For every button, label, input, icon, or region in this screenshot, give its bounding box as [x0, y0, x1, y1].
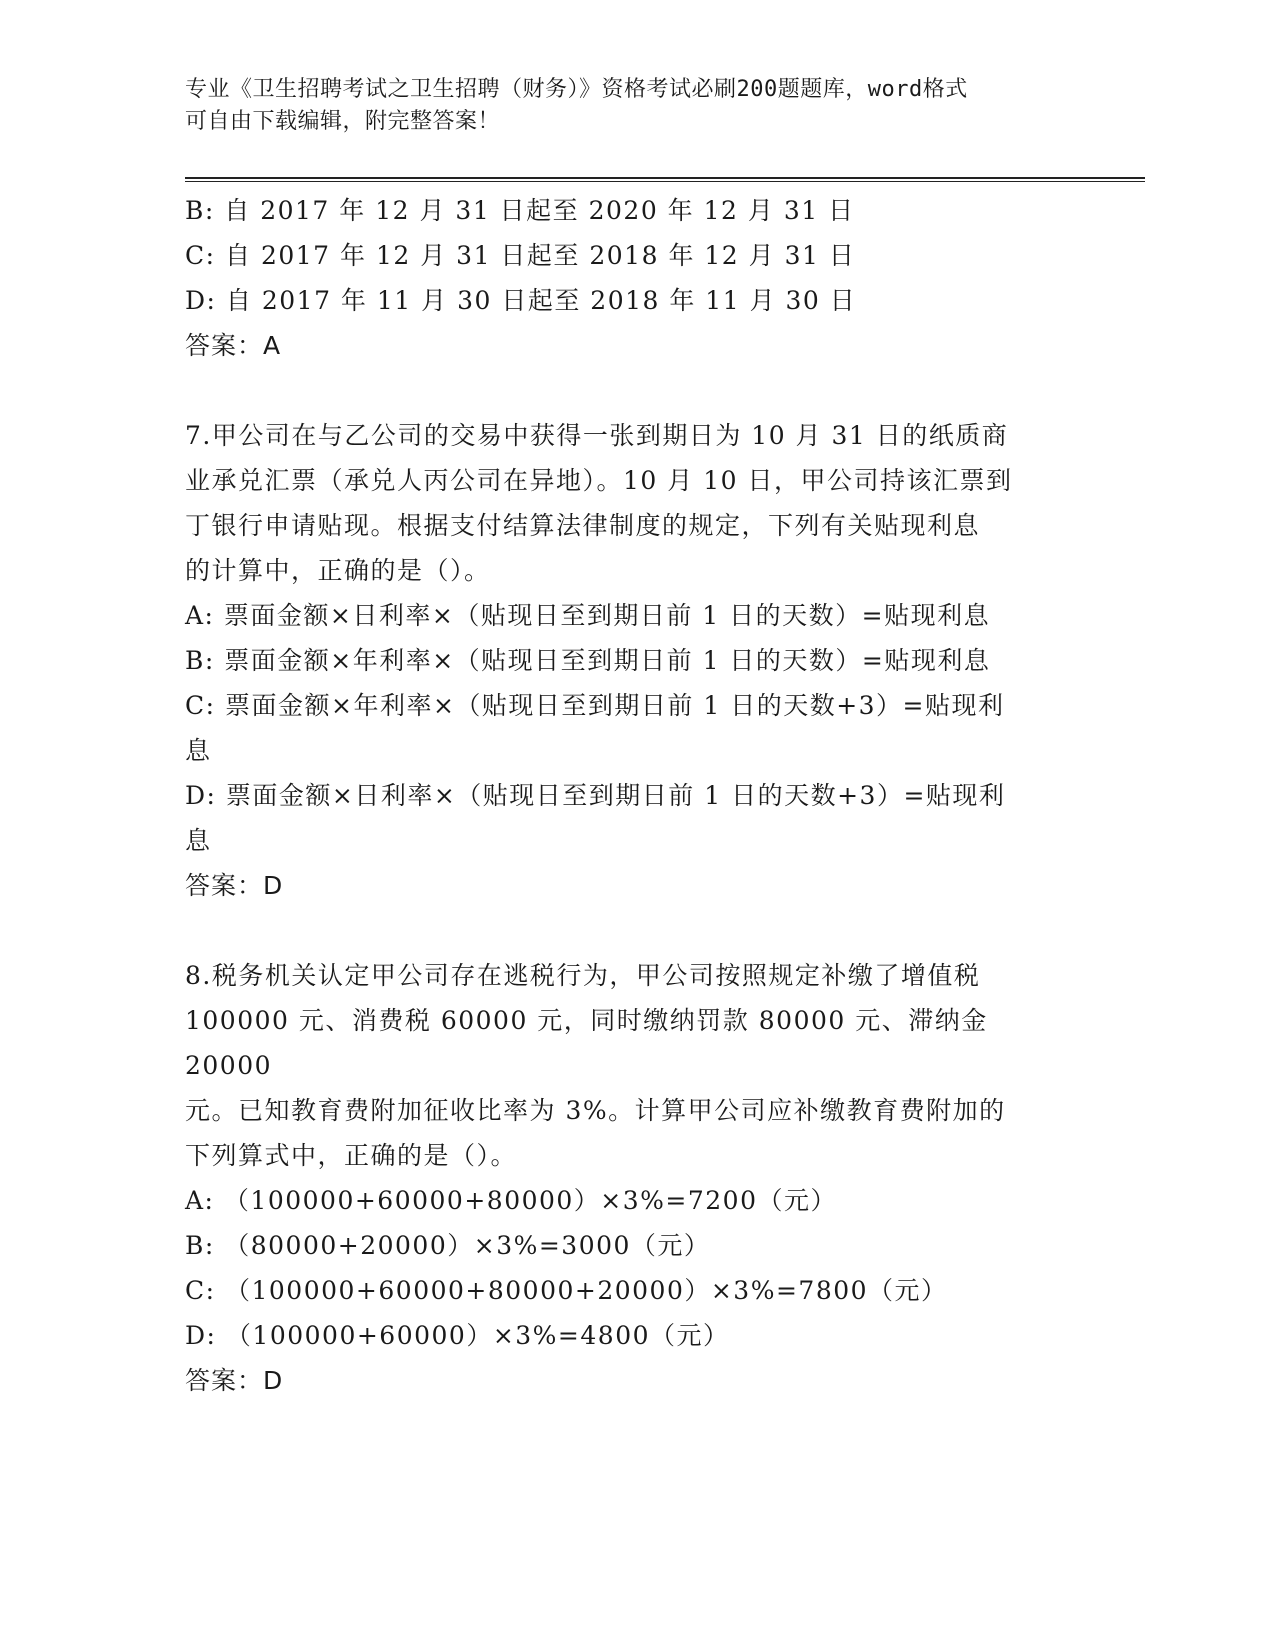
- stem-line: 下列算式中，正确的是（）。: [185, 1141, 518, 1170]
- option-c: C: 票面金额×年利率×（贴现日至到期日前 1 日的天数+3）=贴现利: [185, 691, 1005, 720]
- option-a: A: 票面金额×日利率×（贴现日至到期日前 1 日的天数）=贴现利息: [185, 601, 991, 630]
- header-title-line-1: 专业《卫生招聘考试之卫生招聘（财务）》资格考试必刷200题题库，word格式: [185, 77, 968, 102]
- option-b: B: 票面金额×年利率×（贴现日至到期日前 1 日的天数）=贴现利息: [185, 646, 991, 675]
- stem-line: 8.税务机关认定甲公司存在逃税行为，甲公司按照规定补缴了增值税: [185, 961, 981, 990]
- stem-line: 业承兑汇票（承兑人丙公司在异地）。10 月 10 日，甲公司持该汇票到: [185, 466, 1013, 495]
- previous-question: [185, 188, 1085, 368]
- question-stem: [185, 413, 1065, 593]
- option-d: D: 票面金额×日利率×（贴现日至到期日前 1 日的天数+3）=贴现利: [185, 781, 1006, 810]
- question-8: [185, 953, 1085, 1403]
- answer-line: 答案：D: [185, 871, 284, 900]
- stem-line: 7.甲公司在与乙公司的交易中获得一张到期日为 10 月 31 日的纸质商: [185, 421, 1009, 450]
- option-b: B: （80000+20000）×3%=3000（元）: [185, 1231, 711, 1260]
- question-stem: [185, 953, 1065, 1178]
- stem-line: 的计算中，正确的是（）。: [185, 556, 491, 585]
- option-b: B: 自 2017 年 12 月 31 日起至 2020 年 12 月 31 日: [185, 196, 855, 225]
- option-d: D: 自 2017 年 11 月 30 日起至 2018 年 11 月 30 日: [185, 286, 857, 315]
- stem-line: 元。已知教育费附加征收比率为 3%。计算甲公司应补缴教育费附加的: [185, 1096, 1006, 1125]
- option-d: D: （100000+60000）×3%=4800（元）: [185, 1321, 730, 1350]
- option-d-continued: 息: [185, 826, 212, 855]
- page-header: [185, 74, 1085, 138]
- spacer: [185, 908, 1085, 953]
- header-title-line-2: 可自由下载编辑，附完整答案！: [185, 109, 501, 134]
- spacer: [185, 368, 1085, 413]
- question-7: [185, 413, 1085, 908]
- option-a: A: （100000+60000+80000）×3%=7200（元）: [185, 1186, 837, 1215]
- question-content: [185, 188, 1085, 1403]
- stem-line: 100000 元、消费税 60000 元，同时缴纳罚款 80000 元、滞纳金 20000: [185, 1006, 998, 1080]
- option-c: C: 自 2017 年 12 月 31 日起至 2018 年 12 月 31 日: [185, 241, 856, 270]
- answer-line: 答案：A: [185, 331, 282, 360]
- option-c: C: （100000+60000+80000+20000）×3%=7800（元）: [185, 1276, 948, 1305]
- option-c-continued: 息: [185, 736, 212, 765]
- answer-line: 答案：D: [185, 1366, 284, 1395]
- stem-line: 丁银行申请贴现。根据支付结算法律制度的规定，下列有关贴现利息: [185, 511, 981, 540]
- header-divider: [185, 177, 1145, 182]
